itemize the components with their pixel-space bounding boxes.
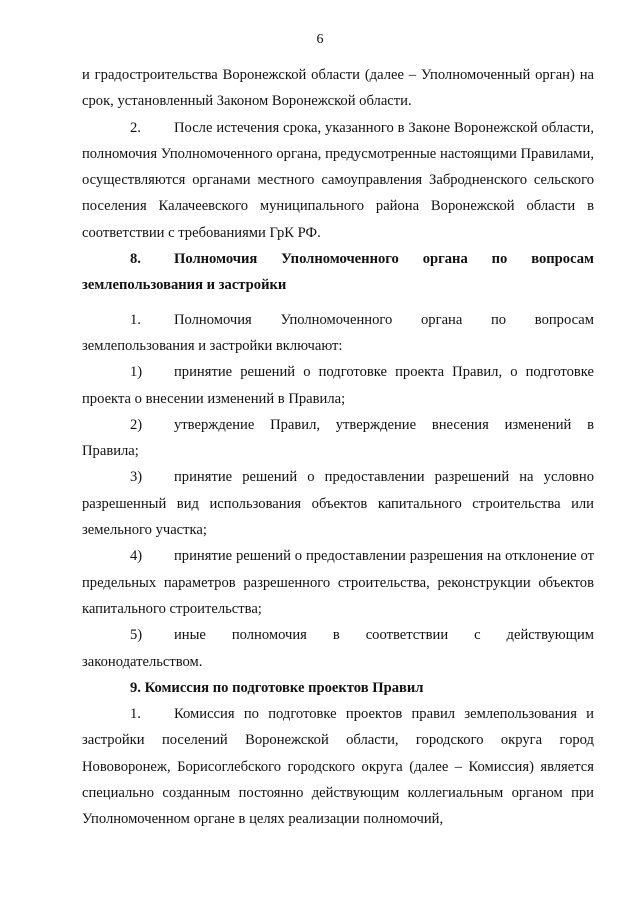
paragraph-text: и градостроительства Воронежской области (далее – Уполномоченный орган) на срок, установленный Законом Воронежской области. — [82, 67, 594, 110]
paragraph-text: утверждение Правил, утверждение внесения изменений в Правила; — [82, 416, 594, 460]
item-number: 1) — [130, 364, 143, 381]
paragraph-item-1 — [82, 307, 594, 360]
item-number: 3) — [130, 469, 143, 486]
page-number: 6 — [316, 32, 324, 47]
item-number: 2) — [130, 416, 143, 433]
list-item-3 — [82, 464, 594, 543]
paragraph-text: После истечения срока, указанного в Законе Воронежской области, полномочия Уполномоченного органа, предусмотренные настоящими Правилами, осуществляются органами местного самоуправления Забродненского сельского поселения Калачеевского муниципального района Воронежской области в соответствии с требованиями ГрК РФ. — [82, 119, 594, 241]
item-number: 2. — [130, 119, 141, 136]
paragraph-item-2 — [82, 115, 594, 246]
item-number: 4) — [130, 548, 143, 565]
paragraph-text: принятие решений о предоставлении разрешения на отклонение от предельных параметров разрешенного строительства, реконструкции объектов капитального строительства; — [82, 548, 594, 617]
list-item-4 — [82, 543, 594, 622]
paragraph-continuation — [82, 62, 594, 115]
paragraph-text: Комиссия по подготовке проектов правил землепользования и застройки поселений Воронежской области, городского округа город Нововоронеж, Борисоглебского городского округа (далее – Комиссия) является специально созданным постоянно действующим коллегиальным органом при Уполномоченном органе в целях реализации полномочий, — [82, 706, 594, 828]
item-number: 1. — [130, 311, 141, 328]
paragraph-text: принятие решений о предоставлении разрешений на условно разрешенный вид использования объектов капитального строительства или земельного участка; — [82, 469, 594, 539]
list-item-1 — [82, 359, 594, 412]
item-number: 5) — [130, 627, 143, 644]
paragraph-commission-1 — [82, 701, 594, 832]
paragraph-text: Полномочия Уполномоченного органа по вопросам землепользования и застройки включают: — [82, 311, 594, 354]
paragraph-text: иные полномочия в соответствии с действующим законодательством. — [82, 627, 594, 670]
item-number: 1. — [130, 706, 141, 723]
list-item-5 — [82, 622, 594, 675]
section-number: 8. — [130, 251, 141, 268]
list-item-2 — [82, 412, 594, 465]
section-title: 9. Комиссия по подготовке проектов Правил — [130, 679, 424, 696]
section-title: Полномочия Уполномоченного органа по вопросам землепользования и застройки — [82, 251, 594, 294]
section-heading-8 — [82, 246, 594, 299]
document-body — [82, 62, 594, 833]
paragraph-text: принятие решений о подготовке проекта Правил, о подготовке проекта о внесении изменений в Правила; — [82, 364, 594, 407]
section-heading-9 — [82, 675, 594, 701]
